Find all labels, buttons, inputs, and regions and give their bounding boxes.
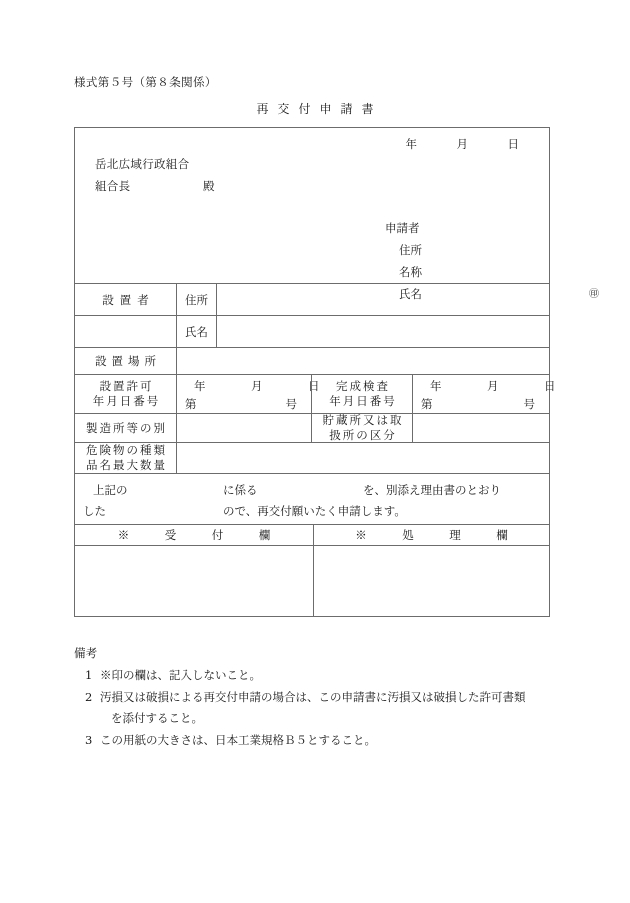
receipt-column-body[interactable] xyxy=(75,546,313,616)
processing-column-header: ※ 処 理 欄 xyxy=(313,525,549,545)
seal-icon: ㊞ xyxy=(589,289,599,300)
installer-label-spacer xyxy=(75,316,176,347)
hazmat-label xyxy=(75,443,176,473)
inspection-date-labels: 年 月 日 xyxy=(430,379,573,393)
remark-item xyxy=(74,687,544,729)
hazmat-value[interactable] xyxy=(176,443,549,473)
receipt-column-header: ※ 受 付 欄 xyxy=(117,528,283,542)
installation-place-value[interactable] xyxy=(176,348,549,374)
permit-go-label: 号 xyxy=(285,397,297,411)
installer-address-label: 住所 xyxy=(176,284,216,315)
installer-address-value[interactable] xyxy=(216,284,549,315)
statement-line1-b: に係る xyxy=(223,483,258,497)
organization-head: 組合長 xyxy=(95,179,131,193)
statement-row xyxy=(75,473,549,524)
submission-date-line: 年 月 日 xyxy=(405,137,533,151)
remarks-title: 備考 xyxy=(74,646,98,660)
storage-label-line2: 扱所の区分 xyxy=(329,428,397,442)
installer-address-subrow xyxy=(176,284,549,315)
installer-name-label: 氏名 xyxy=(176,316,216,347)
storage-label-line1: 貯蔵所又は取 xyxy=(322,413,404,427)
permit-label xyxy=(75,375,176,413)
storage-division-value[interactable] xyxy=(412,414,549,442)
facility-type-row xyxy=(75,413,549,442)
organization-name: 岳北広域行政組合 xyxy=(95,157,190,171)
installer-label: 設置者 xyxy=(102,292,155,307)
installer-right-group xyxy=(176,284,549,315)
remark-text: この用紙の大きさは、日本工業規格Ｂ５とすること。 xyxy=(100,733,376,747)
permit-label-line1: 設置許可 xyxy=(99,379,154,393)
processing-column-body[interactable] xyxy=(313,546,549,616)
remark-number: 1 xyxy=(85,668,93,682)
statement-line1-c: を、別添え理由書のとおり xyxy=(363,483,501,497)
inspection-dai-label: 第 xyxy=(421,397,433,411)
remark-number: 3 xyxy=(85,733,93,747)
permit-label-line2: 年月日番号 xyxy=(92,394,161,408)
permit-inspection-row xyxy=(75,374,573,413)
inspection-label xyxy=(311,375,412,413)
inspection-value[interactable] xyxy=(412,375,573,413)
storage-division-label xyxy=(311,414,412,442)
facility-type-label: 製造所等の別 xyxy=(86,421,167,435)
applicant-person-label: 氏名 xyxy=(399,287,422,301)
inspection-go-label: 号 xyxy=(523,397,535,411)
statement-line2-b: ので、再交付願いたく申請します。 xyxy=(223,504,406,518)
facility-type-value[interactable] xyxy=(176,414,311,442)
installer-address-row xyxy=(75,283,549,315)
remark-text: ※印の欄は、記入しないこと。 xyxy=(100,668,261,682)
remark-text-continuation: を添付すること。 xyxy=(111,711,203,725)
statement-cell[interactable] xyxy=(75,474,549,524)
permit-value[interactable] xyxy=(176,375,337,413)
installer-name-row xyxy=(75,315,549,347)
permit-date-labels: 年 月 日 xyxy=(194,379,337,393)
page-title: 再交付申請書 xyxy=(256,102,383,116)
statement-line2-a: した xyxy=(83,504,106,518)
statement-line1-a: 上記の xyxy=(93,483,128,497)
applicant-address-label: 住所 xyxy=(399,243,422,257)
applicant-label: 申請者 xyxy=(385,221,420,235)
form-number: 様式第５号（第８条関係） xyxy=(74,75,217,89)
remark-text xyxy=(100,687,544,729)
installer-name-value[interactable] xyxy=(216,316,549,347)
office-use-header-row xyxy=(75,524,549,545)
remarks-section xyxy=(74,643,544,751)
remark-number: 2 xyxy=(85,690,93,704)
installation-place-row xyxy=(75,347,549,374)
inspection-label-line1: 完成検査 xyxy=(336,379,390,393)
installation-place-label: 設置場所 xyxy=(95,354,161,368)
remark-item xyxy=(74,730,544,751)
permit-dai-label: 第 xyxy=(185,397,197,411)
hazmat-label-line1: 危険物の種類 xyxy=(86,443,167,457)
form-table xyxy=(74,127,599,617)
remark-item xyxy=(74,665,544,686)
remark-text-main: 汚損又は破損による再交付申請の場合は、この申請書に汚損又は破損した許可書類 xyxy=(100,690,526,704)
hazmat-row xyxy=(75,442,549,473)
honorific: 殿 xyxy=(203,179,215,193)
hazmat-label-line2: 品名最大数量 xyxy=(86,458,167,472)
office-use-body-row xyxy=(75,545,549,616)
inspection-label-line2: 年月日番号 xyxy=(329,394,397,408)
applicant-company-label: 名称 xyxy=(399,265,422,279)
